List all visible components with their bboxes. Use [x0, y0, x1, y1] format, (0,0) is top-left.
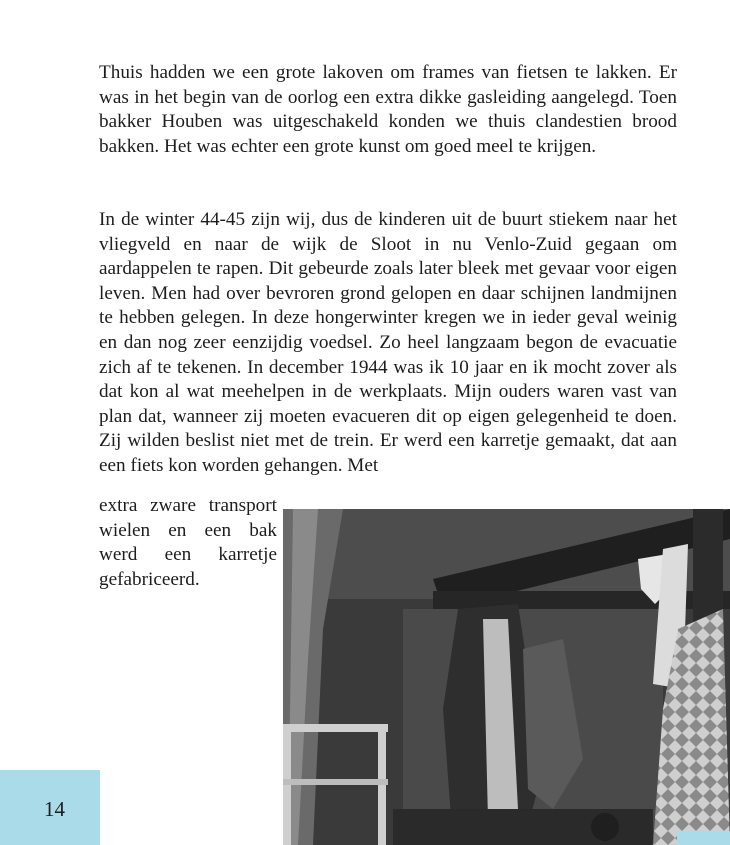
corner-tab [677, 831, 730, 845]
paragraph-1: Thuis hadden we een grote lakoven om frames van fietsen te lakken. Er was in het begin van de oorlog een extra dikke gasleiding aangelegd. Toen bakker Houben was uitgeschakeld konden we thuis clandestien brood bakken. Het was echter een grote kunst om goed meel te krijgen. [99, 62, 677, 157]
page-number: 14 [44, 797, 65, 821]
interior-photo [283, 509, 730, 845]
paragraph-2: In de winter 44-45 zijn wij, dus de kinderen uit de buurt stiekem naar het vliegveld en naar de wijk de Sloot in nu Venlo-Zuid gegaan om aardappelen te rapen. Dit gebeurde zoals later bleek met gevaar voor eigen leven. Men had over bevroren grond gelopen en daar schijnen landmijnen te hebben gelegen. In deze hongerwinter kregen we in ieder geval weinig en dan nog zeer eenzijdig voedsel. Zo heel langzaam begon de evacuatie zich af te tekenen. In december 1944 was ik 10 jaar en ik mocht zover als dat kon al wat meehelpen in de werkplaats. Mijn ouders waren vast van plan dat, wanneer zij moeten evacueren dit op eigen gelegenheid te doen. Zij wilden beslist niet met de trein. Er werd een karretje gemaakt, dat aan een fiets kon worden gehangen. Met [99, 209, 677, 476]
side-text: extra zware transport wielen en een bak werd een karretje gefabriceerd. [99, 495, 277, 590]
